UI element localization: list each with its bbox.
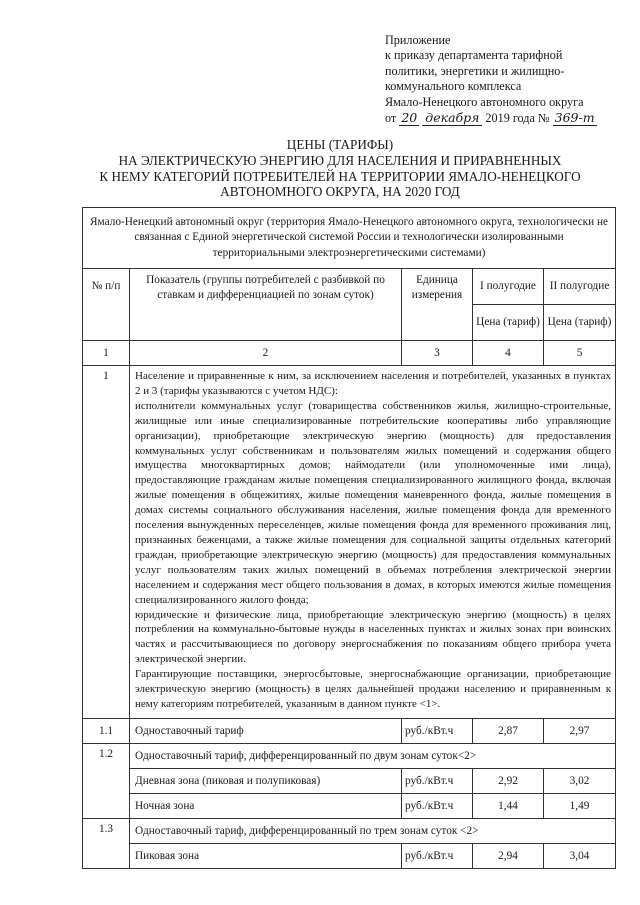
row-value-1: 2,92 [473, 768, 544, 793]
tariff-table [82, 207, 616, 869]
row-value-2: 3,04 [544, 843, 616, 868]
description-para: Гарантирующие поставщики, энергосбытовые, энергоснабжающие организации, приобретающие электрическую энергию (мощность) в целях дальнейшей продажи населению и приравненным к нему категориям потребителей, указанным в данном пункте <1>. [135, 668, 612, 710]
header-unit: Единица измерения [402, 269, 473, 341]
row-unit: руб./кВт.ч [402, 768, 473, 793]
appendix-block [385, 33, 635, 126]
row-unit: руб./кВт.ч [402, 793, 473, 818]
appendix-line: Ямало-Ненецкого автономного округа [385, 94, 584, 109]
region-header: Ямало-Ненецкий автономный округ (территория Ямало-Ненецкого автономного округа, технологически не связанная с Единой энергетической системой России и технологически изолированными территориальными электроэнергетическими системами) [83, 208, 616, 269]
row-label: Одноставочный тариф, дифференцированный по двум зонам суток<2> [130, 743, 616, 768]
appendix-year: 2019 года № [485, 111, 550, 126]
appendix-line: к приказу департамента тарифной [385, 48, 563, 63]
row-value-1: 1,44 [473, 793, 544, 818]
row-label: Ночная зона [130, 793, 402, 818]
column-index: 2 [130, 341, 402, 366]
header-half2: II полугодие [544, 269, 616, 305]
section-description [130, 366, 616, 719]
column-index: 3 [402, 341, 473, 366]
title-line: К НЕМУ КАТЕГОРИЙ ПОТРЕБИТЕЛЕЙ НА ТЕРРИТОРИИ ЯМАЛО-НЕНЕЦКОГО [99, 168, 581, 184]
title-line: НА ЭЛЕКТРИЧЕСКУЮ ЭНЕРГИЮ ДЛЯ НАСЕЛЕНИЯ И ПРИРАВНЕННЫХ [118, 152, 562, 168]
row-label: Пиковая зона [130, 843, 402, 868]
column-index: 1 [83, 341, 130, 366]
header-half1: I полугодие [473, 269, 544, 305]
handwritten-month: декабря [422, 110, 482, 126]
section-1-row [83, 366, 616, 719]
row-num: 1.3 [83, 818, 130, 868]
row-value-2: 2,97 [544, 718, 616, 743]
column-index: 5 [544, 341, 616, 366]
row-num: 1.1 [83, 718, 130, 743]
header-num: № п/п [83, 269, 130, 341]
title-line: АВТОНОМНОГО ОКРУГА, НА 2020 ГОД [220, 184, 460, 200]
row-value-2: 3,02 [544, 768, 616, 793]
column-index: 4 [473, 341, 544, 366]
header-indicator: Показатель (группы потребителей с разбивкой по ставкам и дифференциацией по зонам суток) [130, 269, 402, 341]
table-row [83, 818, 616, 843]
row-value-1: 2,94 [473, 843, 544, 868]
row-label: Дневная зона (пиковая и полупиковая) [130, 768, 402, 793]
row-num: 1.2 [83, 743, 130, 818]
row-unit: руб./кВт.ч [402, 718, 473, 743]
row-value-1: 2,87 [473, 718, 544, 743]
handwritten-number: 369-т [553, 110, 597, 126]
table-row [83, 718, 616, 743]
appendix-line: политики, энергетики и жилищно- [385, 63, 565, 78]
column-index-row [83, 341, 616, 366]
row-label: Одноставочный тариф, дифференцированный по трем зонам суток <2> [130, 818, 616, 843]
table-row [83, 743, 616, 768]
title-line: ЦЕНЫ (ТАРИФЫ) [286, 137, 394, 152]
handwritten-day: 20 [399, 110, 419, 126]
document-title [70, 137, 610, 200]
header-price2: Цена (тариф) [544, 305, 616, 341]
table-row [83, 793, 616, 818]
row-value-2: 1,49 [544, 793, 616, 818]
appendix-date-line [385, 110, 635, 126]
row-unit: руб./кВт.ч [402, 843, 473, 868]
description-para: юридические и физические лица, приобретающие электрическую энергию (мощность) в целях потребления на коммунально-бытовые нужды в населенных пунктах и жилых зонах при воинских частях и рассчитывающиеся по договору энергоснабжения по показаниям общего прибора учета электрической энергии. [135, 608, 612, 666]
row-label: Одноставочный тариф [130, 718, 402, 743]
description-para: Население и приравненные к ним, за исключением населения и потребителей, указанных в пунктах 2 и 3 (тарифы указываются с учетом НДС): [135, 370, 612, 397]
header-price1: Цена (тариф) [473, 305, 544, 341]
appendix-from: от [385, 111, 397, 126]
table-row [83, 843, 616, 868]
appendix-line: Приложение [385, 33, 451, 47]
appendix-line: коммунального комплекса [385, 79, 522, 94]
section-num: 1 [83, 366, 130, 719]
description-para: исполнители коммунальных услуг (товарищества собственников жилья, жилищно-строительные, жилищные или иные специализированные потребительские кооперативы либо управляющие организации), приобретающие электрическую энергию (мощность) для предоставления коммунальных услуг собственникам и пользователям жилых помещений и содержания общего имущества многоквартирных домов; наймодатели (или уполномоченные ими лица), предоставляющие гражданам жилые помещения специализированного жилищного фонда, включая жилые помещения в общежитиях, жилые помещения маневренного фонда, жилые помещения в домах системы социального обслуживания населения, жилые помещения фонда для временного поселения вынужденных переселенцев, жилые помещения фонда для временного проживания лиц, признанных беженцами, а также жилые помещения для социальной защиты отдельных категорий граждан, приобретающие электрическую энергию (мощность) для предоставления коммунальных услуг пользователям таких жилых помещений в объемах потребления электрической энергии населением и содержания мест общего пользования в домах, в которых имеются жилые помещения специализированного жилого фонда; [135, 399, 612, 606]
table-row [83, 768, 616, 793]
